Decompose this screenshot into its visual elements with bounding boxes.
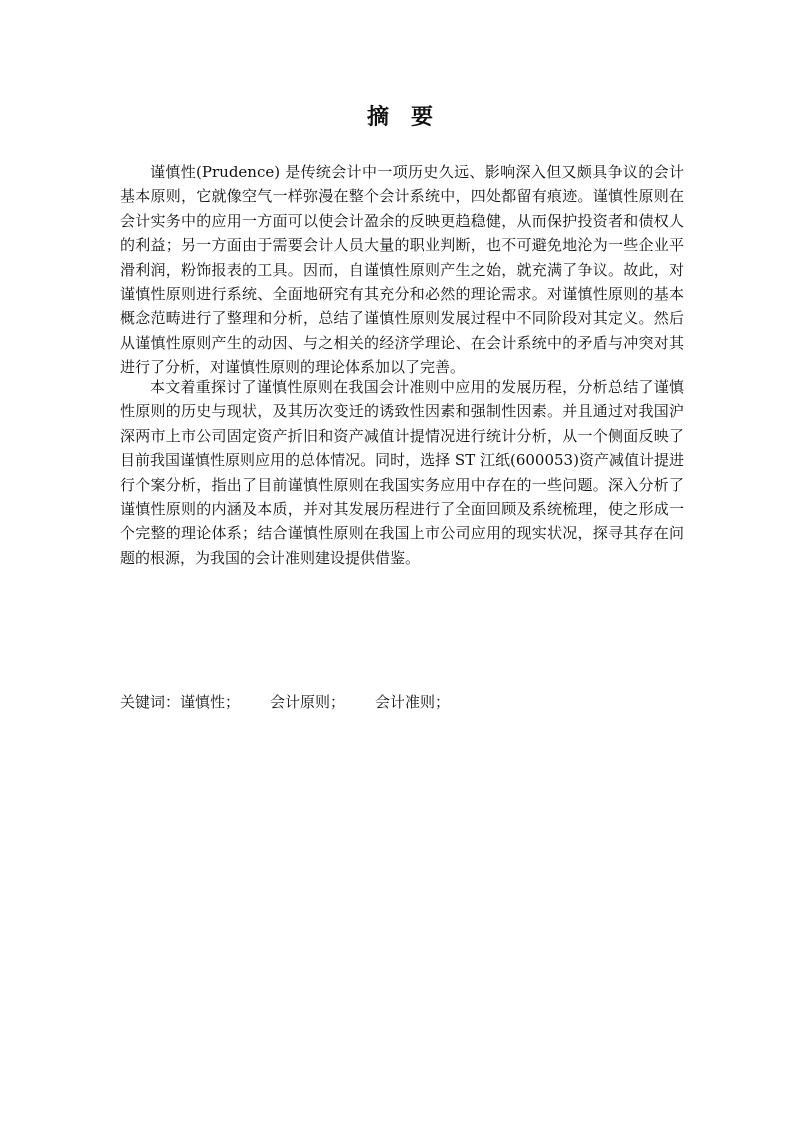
abstract-title: 摘要 <box>366 104 455 130</box>
keyword-item: 会计准则； <box>375 693 451 711</box>
keyword-item: 谨慎性； <box>180 693 241 711</box>
keyword-item: 会计原则； <box>270 693 346 711</box>
keywords-label: 关键词： <box>120 693 181 711</box>
abstract-paragraph-2: 本文着重探讨了谨慎性原则在我国会计准则中应用的发展历程，分析总结了谨慎性原则的历史与现状，及其历次变迁的诱致性因素和强制性因素。并且通过对我国沪深两市上市公司固定资产折旧和资产减值计提情况进行统计分析，从一个侧面反映了目前我国谨慎性原则应用的总体情况。同时，选择 ST 江纸(600053)资产减值计提进行个案分析，指出了目前谨慎性原则在我国实务应用中存在的一些问题。深入分析了谨慎性原则的内涵及本质，并对其发展历程进行了全面回顾及系统梳理，使之形成一个完整的理论体系；结合谨慎性原则在我国上市公司应用的现实状况，探寻其存在问题的根源，为我国的会计准则建设提供借鉴。 <box>120 378 684 567</box>
abstract-paragraph-1: 谨慎性(Prudence) 是传统会计中一项历史久远、影响深入但又颇具争议的会计基本原则，它就像空气一样弥漫在整个会计系统中，四处都留有痕迹。谨慎性原则在会计实务中的应用一方面可以使会计盈余的反映更趋稳健，从而保护投资者和债权人的利益；另一方面由于需要会计人员大量的职业判断，也不可避免地沦为一些企业平滑利润，粉饰报表的工具。因而，自谨慎性原则产生之始，就充满了争议。故此，对谨慎性原则进行系统、全面地研究有其充分和必然的理论需求。对谨慎性原则的基本概念范畴进行了整理和分析，总结了谨慎性原则发展过程中不同阶段对其定义。然后从谨慎性原则产生的动因、与之相关的经济学理论、在会计系统中的矛盾与冲突对其进行了分析，对谨慎性原则的理论体系加以了完善。 <box>120 163 684 377</box>
keywords-line <box>120 690 480 714</box>
